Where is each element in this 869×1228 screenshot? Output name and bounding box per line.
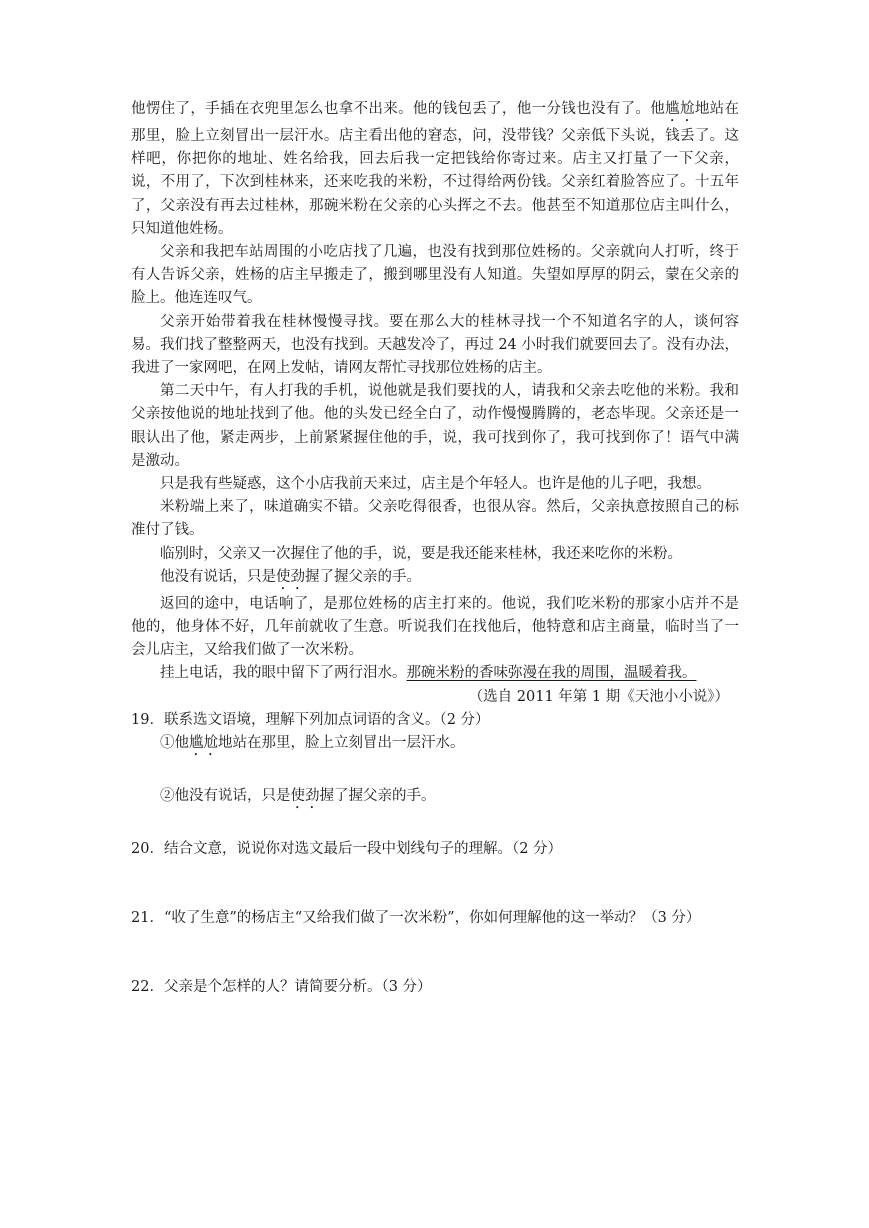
story-paragraph-10 (131, 662, 739, 685)
dotted-word: 尴尬 (189, 735, 218, 752)
text-segment: 地站在那里，脸上立刻冒出一层汗水。 (218, 735, 465, 752)
text-segment: 他没有说话，只是 (160, 568, 276, 585)
question-21: 21．“收了生意”的杨店主“又给我们做了一次米粉”，你如何理解他的这一举动？（3 分） (131, 910, 701, 927)
text-segment: 挂上电话，我的眼中留下了两行泪水。 (160, 665, 407, 682)
answer-space (131, 812, 739, 838)
question-19-item-1 (131, 732, 739, 759)
story-paragraph-3: 父亲开始带着我在桂林慢慢寻找。要在那么大的桂林寻找一个不知道名字的人，谈何容易。我们找了整整两天，也没有找到。天越发冷了，再过 24 小时我们就要回去了。没有办法，我进了一家网吧，在网上发帖，请网友帮忙寻找那位姓杨的店主。 (131, 313, 739, 377)
text-segment: 他愣住了，手插在衣兜里怎么也拿不出来。他的钱包丢了，他一分钱也没有了。他 (131, 101, 666, 117)
exam-page (131, 98, 739, 1000)
story-paragraph-8 (131, 566, 739, 593)
story-paragraph-4: 第二天中午，有人打我的手机，说他就是我们要找的人，请我和父亲去吃他的米粉。我和父亲按他说的地址找到了他。他的头发已经全白了，动作慢慢腾腾的，老态毕现。父亲还是一眼认出了他，紧走两步，上前紧紧握住他的手，说，我可找到你了，我可找到你了！语气中满是激动。 (131, 383, 739, 469)
story-paragraph-9: 返回的途中，电话响了，是那位姓杨的店主打来的。他说，我们吃米粉的那家小店并不是他的，他身体不好，几年前就收了生意。听说我们在找他后，他特意和店主商量，临时当了一会儿店主，又给我们做了一次米粉。 (131, 595, 739, 659)
dotted-word: 尴尬 (665, 101, 695, 117)
text-segment: 地站在那里，脸上立刻冒出一层汗水。店主看出他的窘态，问，没带钱？父亲低下头说，钱丢了。这样吧，你把你的地址、姓名给我，回去后我一定把钱给你寄过来。店主又打量了一下父亲，说，不用了，下次到桂林来，还来吃我的米粉，不过得给两份钱。父亲红着脸答应了。十五年了，父亲没有再去过桂林，那碗米粉在父亲的心头挥之不去。他甚至不知道那位店主叫什么，只知道他姓杨。 (131, 101, 740, 237)
question-20: 20．结合文意，说说你对选文最后一段中划线句子的理解。（2 分） (131, 841, 563, 858)
text-segment: 握了握父亲的手。 (319, 788, 436, 805)
dotted-word: 使劲 (290, 788, 320, 805)
text-segment: 握了握父亲的手。 (305, 568, 421, 585)
story-paragraph-1 (131, 98, 739, 241)
underlined-sentence: 那碗米粉的香味弥漫在我的周围，温暖着我。 (406, 665, 697, 682)
answer-space (131, 759, 739, 785)
question-22: 22．父亲是个怎样的人？请简要分析。（3 分） (131, 979, 432, 996)
story-paragraph-2: 父亲和我把车站周围的小吃店找了几遍，也没有找到那位姓杨的。父亲就向人打听，终于有人告诉父亲，姓杨的店主早搬走了，搬到哪里没有人知道。失望如厚厚的阴云，蒙在父亲的脸上。他连连叹气。 (131, 244, 739, 307)
source-citation: （选自 2011 年第 1 期《天池小小说》） (468, 688, 729, 705)
question-19-item-2 (131, 785, 739, 812)
answer-space (131, 930, 739, 976)
answer-space (131, 861, 739, 907)
story-paragraph-6: 米粉端上来了，味道确实不错。父亲吃得很香，也很从容。然后，父亲执意按照自己的标准付了钱。 (131, 499, 739, 539)
story-paragraph-5: 只是我有些疑惑，这个小店我前天来过，店主是个年轻人。也许是他的儿子吧，我想。 (160, 476, 711, 493)
text-segment: ①他 (160, 735, 189, 752)
dotted-word: 使劲 (276, 568, 305, 585)
story-paragraph-7: 临别时，父亲又一次握住了他的手，说，要是我还能来桂林，我还来吃你的米粉。 (160, 545, 682, 562)
question-19: 19．联系选文语境，理解下列加点词语的含义。（2 分） (131, 711, 490, 728)
text-segment: ②他没有说话，只是 (160, 788, 291, 805)
